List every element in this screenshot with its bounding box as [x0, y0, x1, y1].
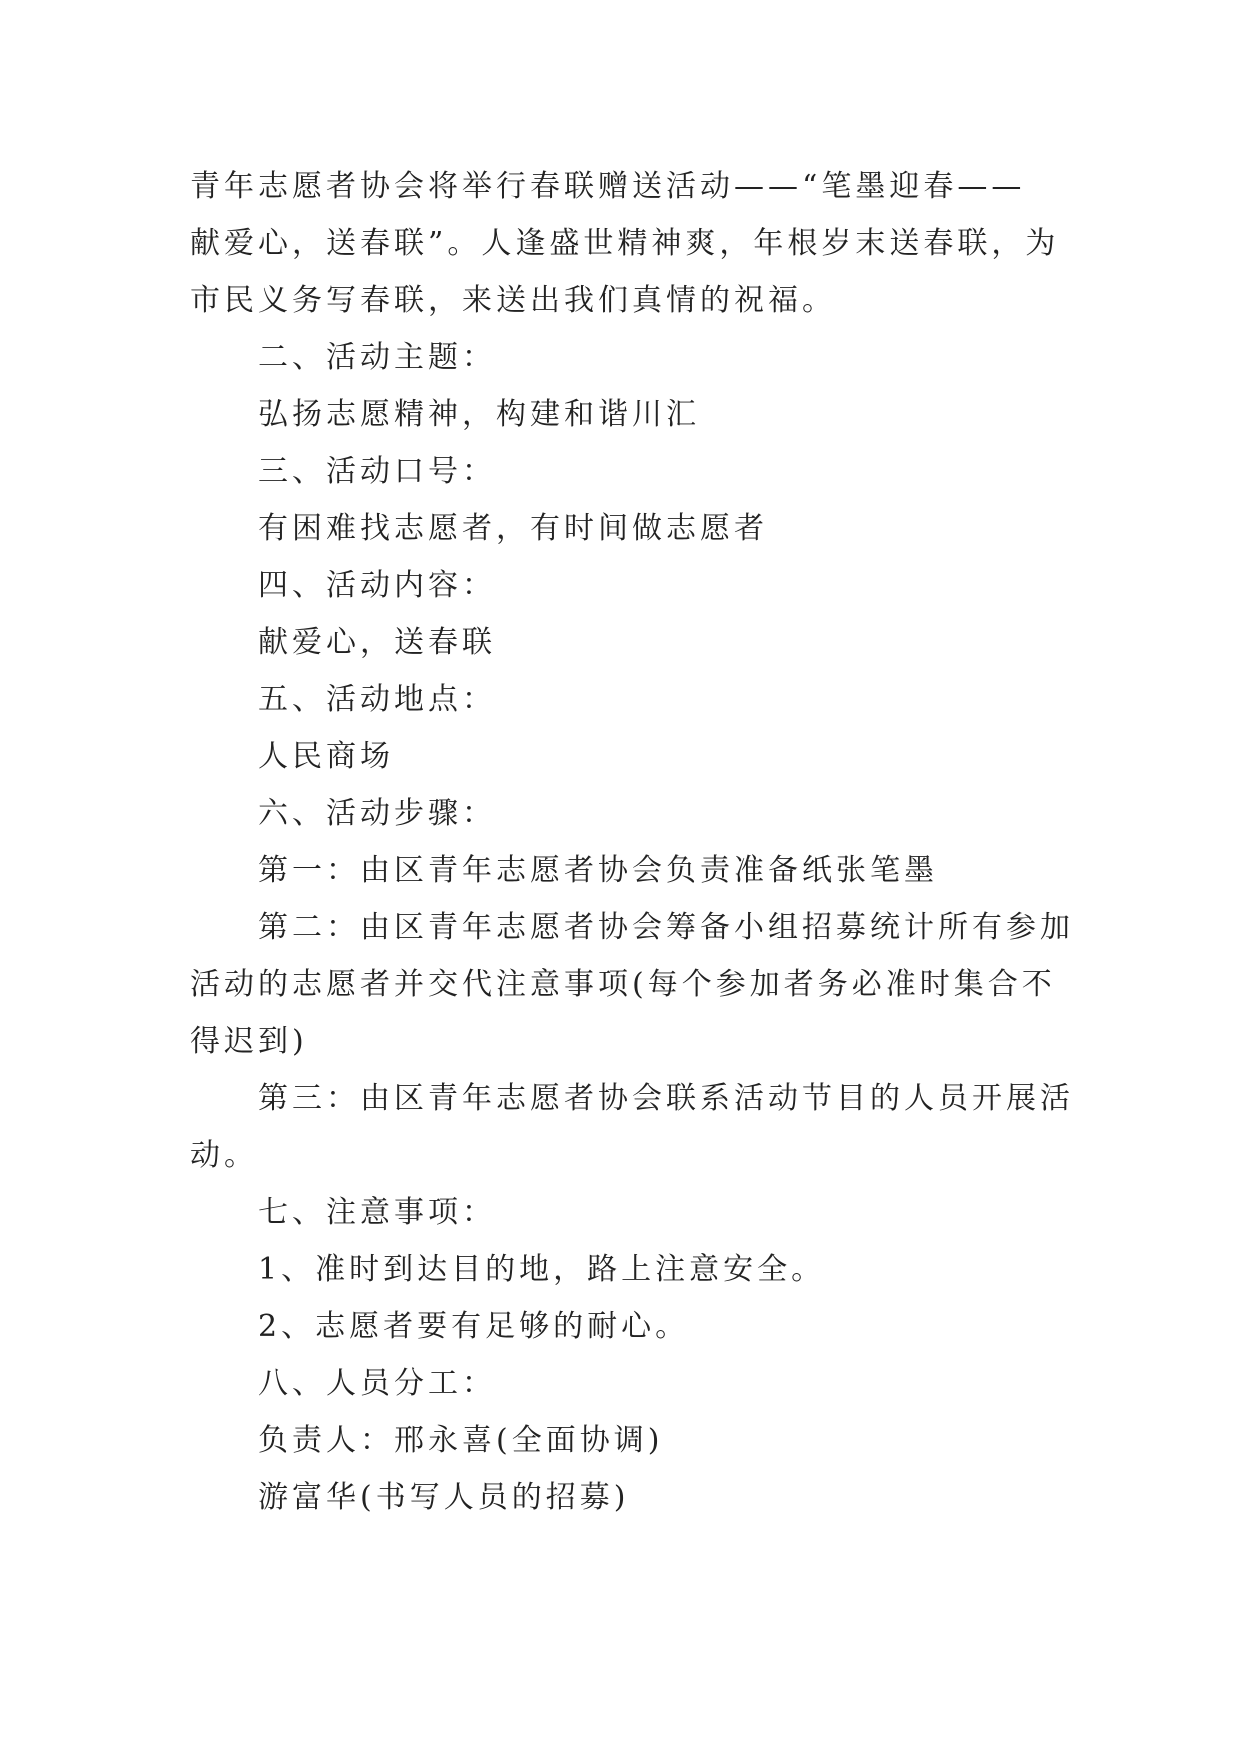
note-2-text: 2、志愿者要有足够的耐心。	[258, 1309, 690, 1344]
step-1-text: 第一：由区青年志愿者协会负责准备纸张笔墨	[258, 853, 938, 888]
text-line: 青年志愿者协会将举行春联赠送活动——“笔墨迎春——	[190, 169, 1026, 204]
section-heading-location: 五、活动地点：	[258, 682, 496, 717]
note-1-text: 1、准时到达目的地，路上注意安全。	[258, 1252, 826, 1287]
document-body	[190, 158, 1074, 1526]
slogan-text: 有困难找志愿者，有时间做志愿者	[258, 511, 768, 546]
location-text: 人民商场	[258, 739, 394, 774]
section-heading-content: 四、活动内容：	[258, 568, 496, 603]
theme-text: 弘扬志愿精神，构建和谐川汇	[258, 397, 700, 432]
text-line: 第三：由区青年志愿者协会联系活动节目的人员开展活	[258, 1081, 1074, 1116]
step-2-paragraph	[190, 899, 1074, 1070]
text-line: 动。	[190, 1138, 258, 1173]
content-text: 献爱心，送春联	[258, 625, 496, 660]
text-line: 活动的志愿者并交代注意事项(每个参加者务必准时集合不	[190, 967, 1056, 1002]
text-line: 得迟到)	[190, 1024, 308, 1059]
text-line: 市民义务写春联，来送出我们真情的祝福。	[190, 283, 836, 318]
section-heading-theme: 二、活动主题：	[258, 340, 496, 375]
section-heading-notes: 七、注意事项：	[258, 1195, 496, 1230]
staff-lead-text: 负责人：邢永喜(全面协调)	[258, 1423, 664, 1458]
section-heading-staff: 八、人员分工：	[258, 1366, 496, 1401]
section-heading-steps: 六、活动步骤：	[258, 796, 496, 831]
section-heading-slogan: 三、活动口号：	[258, 454, 496, 489]
intro-paragraph	[190, 158, 1060, 329]
text-line: 第二：由区青年志愿者协会筹备小组招募统计所有参加	[258, 910, 1074, 945]
staff-member-text: 游富华(书写人员的招募)	[258, 1480, 630, 1515]
step-3-paragraph	[190, 1070, 1074, 1184]
text-line: 献爱心，送春联”。人逢盛世精神爽，年根岁末送春联，为	[190, 226, 1060, 261]
